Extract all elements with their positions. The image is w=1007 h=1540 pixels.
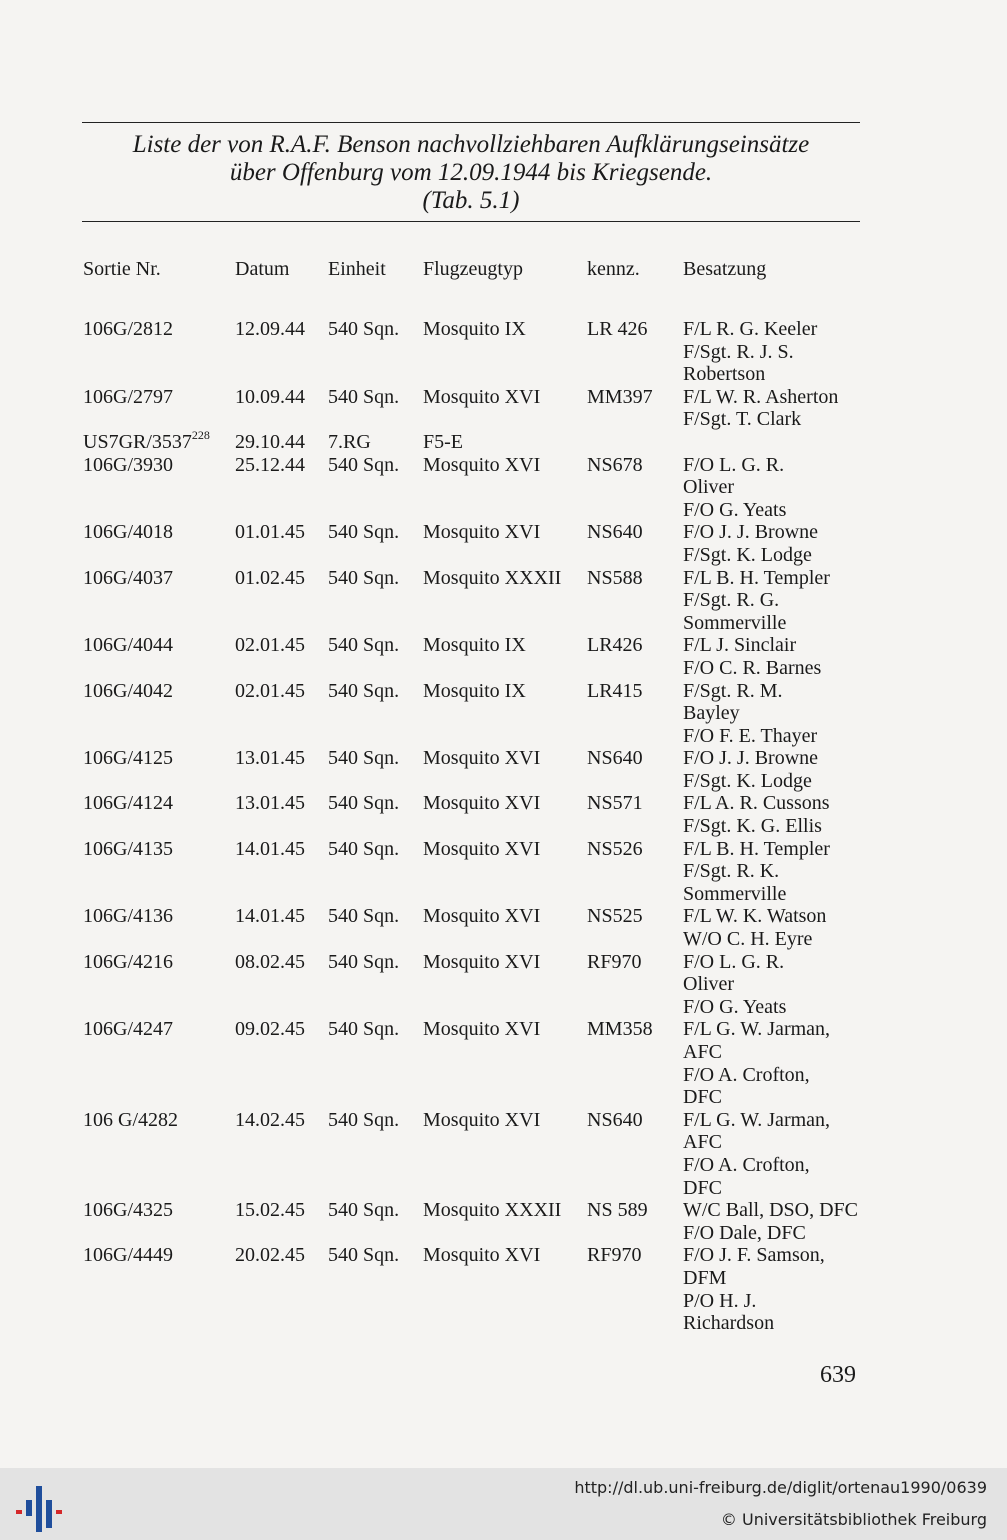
datum-cell-text: 02.01.45 [235,679,305,702]
sortie-cell [83,1244,173,1267]
einheit-cell [328,1018,399,1041]
sortie-cell [83,838,173,861]
sortie-cell-text: US7GR/3537 [83,430,192,453]
einheit-cell [328,747,399,770]
flugzeugtyp-cell-text: Mosquito XVI [423,385,541,408]
sortie-cell [83,454,173,477]
kennz-cell [587,318,648,341]
einheit-cell-text: 7.RG [328,430,371,453]
datum-cell [235,318,305,341]
datum-cell [235,905,305,928]
einheit-cell [328,318,399,341]
sortie-cell [83,1018,173,1041]
einheit-cell [328,454,399,477]
crew-line: F/O J. J. Browne [683,521,819,544]
crew-line: AFC [683,1131,722,1154]
crew-line: F/Sgt. K. Lodge [683,769,812,792]
table-row [0,905,1007,950]
einheit-cell-text: 540 Sqn. [328,1108,400,1131]
table-caption [82,131,860,215]
flugzeugtyp-cell-text: Mosquito XVI [423,521,541,544]
table-row [0,386,1007,431]
kennz-cell [587,521,643,544]
crew-line: F/Sgt. T. Clark [683,408,802,431]
kennz-cell-text: NS640 [587,1108,643,1131]
crew-line: DFC [683,1086,722,1109]
sortie-cell-text: 106G/4044 [83,634,173,657]
kennz-cell-text: MM358 [587,1018,653,1041]
kennz-cell-text: LR426 [587,634,643,657]
table-row [0,1109,1007,1199]
crew-line [683,431,1007,454]
flugzeugtyp-cell-text: Mosquito XXXII [423,566,562,589]
crew-line: F/L R. G. Keeler [683,318,818,340]
sortie-cell-text: 106G/4042 [83,679,173,702]
table-row [0,680,1007,748]
einheit-cell [328,386,399,409]
crew-line: P/O H. J. [683,1289,757,1312]
einheit-cell [328,951,399,974]
caption-line-1: Liste der von R.A.F. Benson nachvollziehbaren Aufklärungseinsätze [132,131,810,158]
crew-line: Robertson [683,363,766,386]
besatzung-cell [683,1109,1007,1199]
crew-line: F/O Dale, DFC [683,1221,806,1244]
datum-cell-text: 02.01.45 [235,634,305,657]
crew-line: F/O C. R. Barnes [683,656,822,679]
sortie-cell-text: 106G/4216 [83,950,173,973]
kennz-cell [587,747,643,770]
sortie-cell-text: 106G/4037 [83,566,173,589]
kennz-cell [587,838,643,861]
flugzeugtyp-cell-text: Mosquito XVI [423,905,541,928]
sortie-cell [83,747,173,770]
einheit-cell-text: 540 Sqn. [328,905,400,928]
kennz-cell-text: LR415 [587,679,643,702]
datum-cell [235,634,305,657]
flugzeugtyp-cell [423,951,540,974]
kennz-cell [587,1018,653,1041]
sortie-cell [83,386,173,409]
besatzung-cell [683,1018,1007,1108]
crew-line: F/L G. W. Jarman, [683,1018,831,1041]
datum-cell [235,792,305,815]
crew-line: AFC [683,1041,722,1063]
table-row [0,951,1007,1019]
besatzung-cell [683,838,1007,906]
datum-cell [235,567,305,590]
crew-line: Sommerville [683,882,787,905]
datum-cell-text: 20.02.45 [235,1244,305,1267]
sortie-cell-text: 106G/4325 [83,1199,173,1222]
bottom-rule [82,221,860,222]
datum-cell-text: 14.01.45 [235,837,305,860]
sortie-cell-text: 106G/3930 [83,453,173,476]
sortie-cell-text: 106G/4136 [83,905,173,928]
crew-line: DFM [683,1266,727,1289]
kennz-cell-text: RF970 [587,950,642,973]
crew-line: F/O G. Yeats [683,995,787,1018]
table-row [0,792,1007,837]
crew-line: F/Sgt. R. K. [683,860,780,883]
crew-line: F/L B. H. Templer [683,837,830,860]
kennz-cell-text: NS640 [587,521,643,544]
footnote-marker: 228 [191,428,210,443]
kennz-cell [587,680,643,703]
sortie-cell-text: 106G/2797 [83,385,173,408]
einheit-cell [328,1109,399,1132]
kennz-cell-text: NS 589 [587,1199,648,1222]
flugzeugtyp-cell-text: Mosquito XVI [423,792,541,815]
crew-line: F/L B. H. Templer [683,566,830,589]
einheit-cell [328,680,399,703]
kennz-cell [587,951,641,974]
flugzeugtyp-cell [423,567,561,590]
table-row [0,1244,1007,1334]
kennz-cell-text: RF970 [587,1244,642,1267]
datum-cell-text: 10.09.44 [235,385,305,408]
table-row [0,318,1007,386]
crew-line: W/C Ball, DSO, DFC [683,1199,859,1222]
flugzeugtyp-cell [423,1018,540,1041]
besatzung-cell [683,431,1007,454]
kennz-cell-text: NS571 [587,792,643,815]
einheit-cell [328,792,399,815]
crew-line: F/L W. K. Watson [683,905,827,928]
datum-cell-text: 14.02.45 [235,1108,305,1131]
datum-cell [235,1018,305,1041]
ub-freiburg-logo-icon [14,1476,66,1532]
datum-cell-text: 01.02.45 [235,566,305,589]
datum-cell-text: 08.02.45 [235,950,305,973]
sortie-cell [83,318,173,341]
flugzeugtyp-cell-text: Mosquito XVI [423,747,541,770]
table-row [0,747,1007,792]
flugzeugtyp-cell [423,1109,540,1132]
flugzeugtyp-cell [423,838,540,861]
flugzeugtyp-cell [423,386,540,409]
flugzeugtyp-cell-text: Mosquito XVI [423,453,541,476]
einheit-cell [328,838,399,861]
kennz-cell [587,792,643,815]
einheit-cell [328,634,399,657]
besatzung-cell [683,905,1007,950]
flugzeugtyp-cell [423,318,526,341]
crew-line: Sommerville [683,611,787,634]
crew-line: F/O L. G. R. [683,950,785,973]
einheit-cell [328,431,371,454]
datum-cell [235,747,305,770]
einheit-cell-text: 540 Sqn. [328,385,400,408]
sortie-cell [83,1199,173,1222]
flugzeugtyp-cell-text: Mosquito IX [423,318,526,340]
crew-line: F/L A. R. Cussons [683,792,830,815]
kennz-cell-text: MM397 [587,385,653,408]
einheit-cell [328,567,399,590]
caption-line-2: über Offenburg vom 12.09.1944 bis Kriegsende. [229,159,713,186]
datum-cell-text: 01.01.45 [235,521,305,544]
header-einheit: Einheit [328,258,386,280]
table-row [0,1018,1007,1108]
besatzung-cell [683,386,1007,431]
caption-line-3: (Tab. 5.1) [422,187,520,214]
einheit-cell-text: 540 Sqn. [328,679,400,702]
table-row [0,428,1007,454]
sortie-cell-text: 106G/4018 [83,521,173,544]
besatzung-cell [683,792,1007,837]
einheit-cell-text: 540 Sqn. [328,837,400,860]
flugzeugtyp-cell [423,747,540,770]
flugzeugtyp-cell [423,792,540,815]
sortie-cell-text: 106G/4124 [83,792,173,815]
datum-cell [235,431,305,454]
flugzeugtyp-cell [423,521,540,544]
einheit-cell-text: 540 Sqn. [328,950,400,973]
crew-line: DFC [683,1176,722,1199]
sortie-cell [83,905,173,928]
kennz-cell-text: NS640 [587,747,643,770]
flugzeugtyp-cell [423,905,540,928]
copyright-notice: © Universitätsbibliothek Freiburg [720,1510,987,1529]
einheit-cell-text: 540 Sqn. [328,747,400,770]
crew-line: F/O A. Crofton, [683,1063,810,1086]
datum-cell [235,386,305,409]
sortie-cell [83,428,210,454]
crew-line: F/O F. E. Thayer [683,724,818,747]
crew-line: F/Sgt. K. Lodge [683,543,812,566]
sortie-cell-text: 106G/4125 [83,747,173,770]
sortie-cell-text: 106 G/4282 [83,1108,178,1131]
einheit-cell [328,1244,399,1267]
crew-line: W/O C. H. Eyre [683,928,813,951]
crew-line: F/O L. G. R. [683,453,785,476]
sortie-cell-text: 106G/4247 [83,1018,173,1041]
datum-cell-text: 13.01.45 [235,747,305,770]
datum-cell [235,1244,305,1267]
flugzeugtyp-cell [423,680,526,703]
datum-cell [235,680,305,703]
crew-line: Oliver [683,973,735,996]
einheit-cell-text: 540 Sqn. [328,318,400,340]
kennz-cell [587,386,653,409]
table-row [0,634,1007,679]
source-url[interactable]: http://dl.ub.uni-freiburg.de/diglit/ortenau1990/0639 [574,1478,987,1497]
flugzeugtyp-cell-text: Mosquito XVI [423,837,541,860]
kennz-cell [587,1109,643,1132]
kennz-cell [587,1244,641,1267]
flugzeugtyp-cell [423,431,463,454]
sortie-table [0,318,1007,1335]
datum-cell [235,454,305,477]
datum-cell-text: 13.01.45 [235,792,305,815]
datum-cell-text: 29.10.44 [235,430,305,453]
einheit-cell-text: 540 Sqn. [328,1244,400,1267]
crew-line: F/L W. R. Asherton [683,385,839,408]
datum-cell-text: 12.09.44 [235,318,305,340]
page-number: 639 [820,1362,856,1388]
flugzeugtyp-cell-text: F5-E [423,430,463,453]
sortie-cell [83,521,173,544]
flugzeugtyp-cell-text: Mosquito IX [423,634,526,657]
sortie-cell-text: 106G/4135 [83,837,173,860]
flugzeugtyp-cell-text: Mosquito XVI [423,1018,541,1041]
crew-line: F/Sgt. R. J. S. [683,340,794,363]
einheit-cell [328,905,399,928]
table-row [0,521,1007,566]
crew-line: Oliver [683,476,735,499]
datum-cell-text: 14.01.45 [235,905,305,928]
besatzung-cell [683,318,1007,386]
kennz-cell-text: NS525 [587,905,643,928]
datum-cell [235,951,305,974]
flugzeugtyp-cell [423,1199,561,1222]
table-row [0,1199,1007,1244]
einheit-cell [328,1199,399,1222]
sortie-cell [83,1109,178,1132]
crew-line: F/O A. Crofton, [683,1153,810,1176]
einheit-cell-text: 540 Sqn. [328,1199,400,1222]
header-flugzeugtyp: Flugzeugtyp [423,258,523,280]
crew-line: Bayley [683,702,740,725]
kennz-cell-text: NS526 [587,837,643,860]
einheit-cell [328,521,399,544]
crew-line: F/O J. J. Browne [683,747,819,770]
header-datum: Datum [235,258,290,280]
besatzung-cell [683,951,1007,1019]
sortie-cell-text: 106G/4449 [83,1244,173,1267]
einheit-cell-text: 540 Sqn. [328,1018,400,1041]
einheit-cell-text: 540 Sqn. [328,566,400,589]
besatzung-cell [683,680,1007,748]
table-row [0,567,1007,635]
sortie-cell [83,680,173,703]
crew-line: F/L G. W. Jarman, [683,1108,831,1131]
sortie-cell [83,634,173,657]
datum-cell [235,521,305,544]
kennz-cell-text: NS588 [587,566,643,589]
kennz-cell [587,634,643,657]
sortie-cell [83,951,173,974]
top-rule [82,122,860,123]
einheit-cell-text: 540 Sqn. [328,792,400,815]
flugzeugtyp-cell [423,634,526,657]
flugzeugtyp-cell-text: Mosquito XVI [423,950,541,973]
datum-cell-text: 09.02.45 [235,1018,305,1041]
kennz-cell [587,1199,648,1222]
kennz-cell [587,567,643,590]
besatzung-cell [683,747,1007,792]
besatzung-cell [683,634,1007,679]
besatzung-cell [683,521,1007,566]
table-row [0,454,1007,522]
datum-cell-text: 15.02.45 [235,1199,305,1222]
table-row [0,838,1007,906]
flugzeugtyp-cell [423,1244,540,1267]
header-sortie: Sortie Nr. [83,258,161,280]
einheit-cell-text: 540 Sqn. [328,453,400,476]
crew-line: Richardson [683,1312,775,1335]
besatzung-cell [683,1199,1007,1244]
footer-bar [0,1468,1007,1540]
flugzeugtyp-cell-text: Mosquito XXXII [423,1199,562,1222]
einheit-cell-text: 540 Sqn. [328,521,400,544]
flugzeugtyp-cell-text: Mosquito IX [423,679,526,702]
header-besatzung: Besatzung [683,258,767,280]
kennz-cell [587,905,643,928]
datum-cell [235,1109,305,1132]
crew-line: F/Sgt. K. G. Ellis [683,815,822,838]
besatzung-cell [683,567,1007,635]
sortie-cell [83,567,173,590]
flugzeugtyp-cell-text: Mosquito XVI [423,1244,541,1267]
crew-line: F/L J. Sinclair [683,634,797,657]
sortie-cell-text: 106G/2812 [83,318,173,340]
kennz-cell [587,454,643,477]
datum-cell [235,838,305,861]
besatzung-cell [683,1244,1007,1334]
datum-cell-text: 25.12.44 [235,453,305,476]
crew-line: F/O G. Yeats [683,498,787,521]
sortie-cell [83,792,173,815]
flugzeugtyp-cell [423,454,540,477]
flugzeugtyp-cell-text: Mosquito XVI [423,1108,541,1131]
einheit-cell-text: 540 Sqn. [328,634,400,657]
header-kennz: kennz. [587,258,640,280]
crew-line: F/Sgt. R. M. [683,679,783,702]
crew-line: F/O J. F. Samson, [683,1244,825,1267]
kennz-cell-text: NS678 [587,453,643,476]
kennz-cell-text: LR 426 [587,318,648,340]
besatzung-cell [683,454,1007,522]
crew-line: F/Sgt. R. G. [683,589,780,612]
datum-cell [235,1199,305,1222]
